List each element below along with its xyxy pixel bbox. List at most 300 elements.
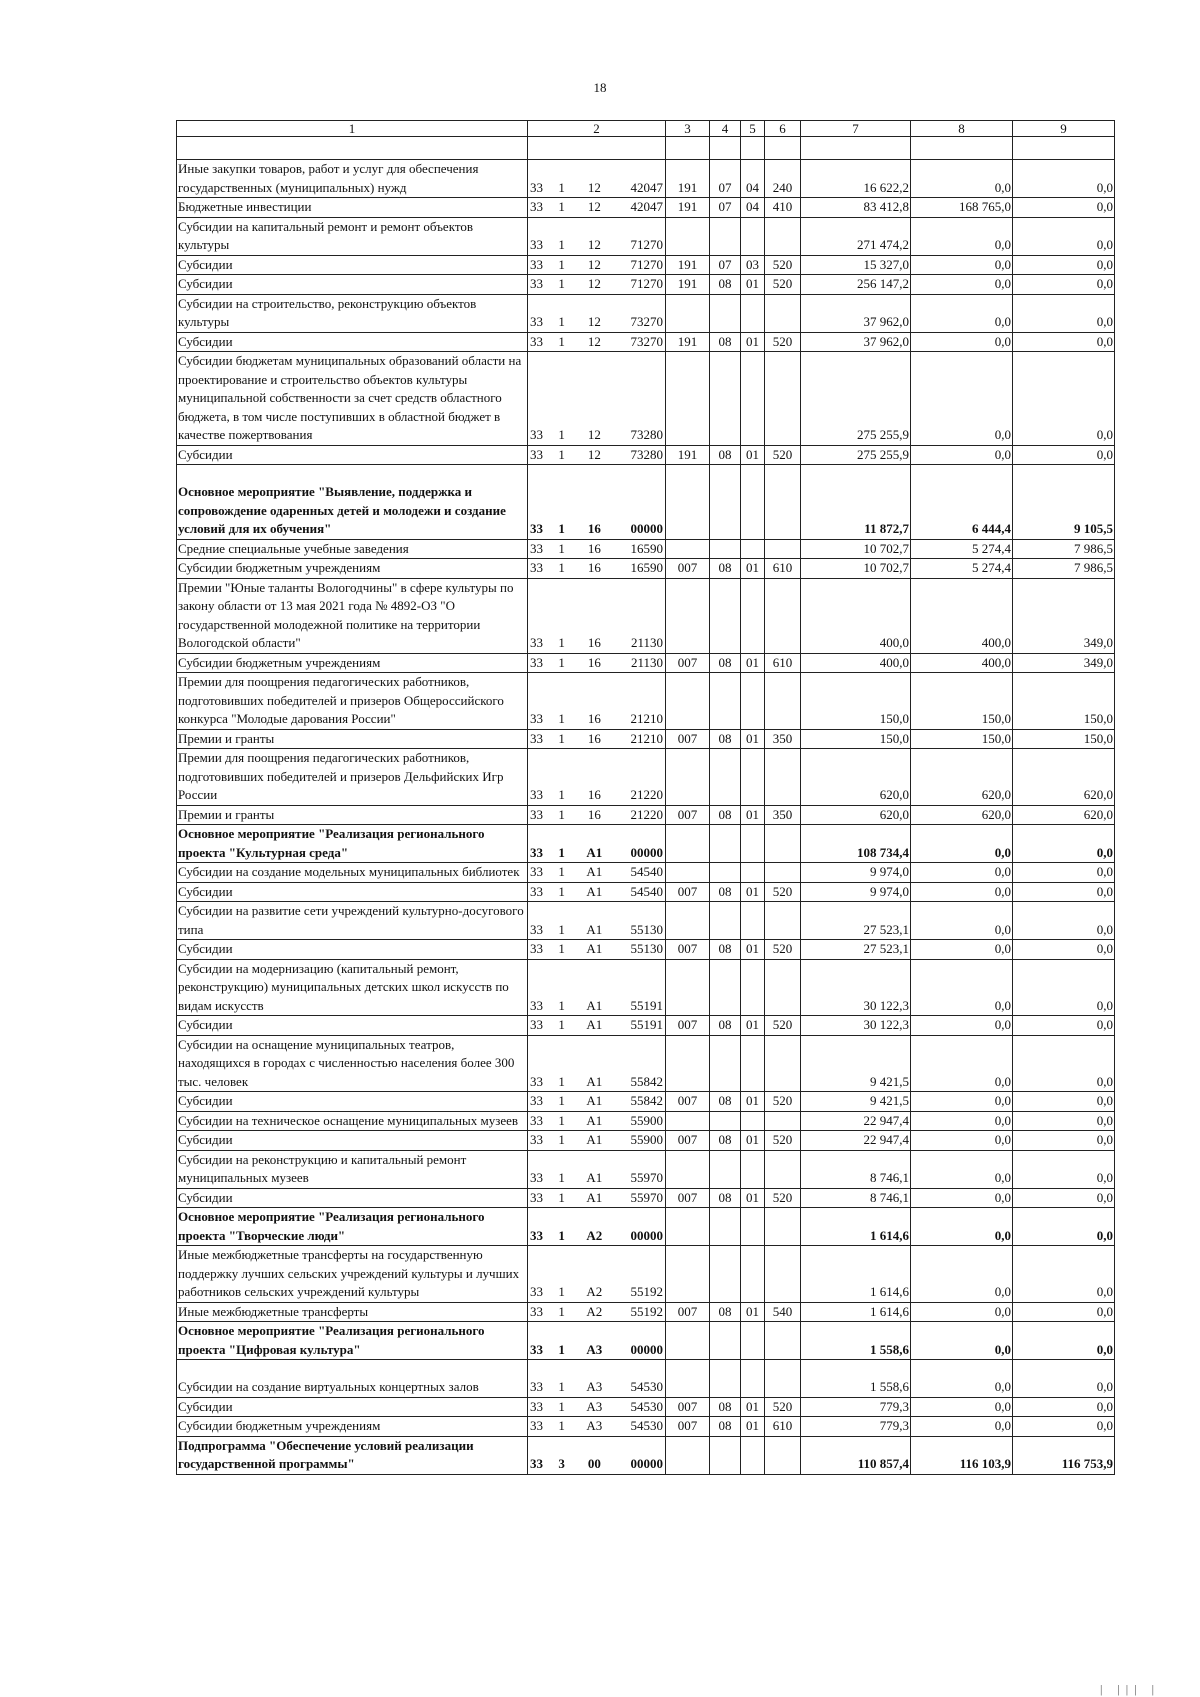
col5-cell: 01 (741, 653, 765, 673)
col7-value: 1 558,6 (801, 1360, 911, 1398)
table-row (177, 294, 1115, 332)
col5-cell: 01 (741, 332, 765, 352)
col9-value: 7 986,5 (1013, 539, 1115, 559)
col8-value: 0,0 (911, 1035, 1013, 1092)
col4-cell: 08 (710, 332, 741, 352)
col3-cell (666, 1246, 710, 1303)
code-cell (528, 882, 666, 902)
col3-cell (666, 578, 710, 653)
col6-cell (765, 1035, 801, 1092)
col4-cell (710, 1035, 741, 1092)
code-part: 12 (587, 199, 601, 214)
col8-value: 0,0 (911, 882, 1013, 902)
row-name: Бюджетные инвестиции (177, 198, 528, 218)
col9-value: 0,0 (1013, 198, 1115, 218)
code-part: 33 (530, 1379, 543, 1394)
col7-value: 275 255,9 (801, 445, 911, 465)
code-part: 33 (530, 256, 543, 272)
code-part: 00000 (630, 1341, 663, 1357)
code-part: 54530 (630, 1418, 663, 1433)
code-part: 16 (587, 654, 601, 670)
row-name: Субсидии на реконструкцию и капитальный ремонт муниципальных музеев (177, 1150, 528, 1188)
code-part: 33 (530, 941, 543, 956)
code-cell (528, 1131, 666, 1151)
col4-cell: 07 (710, 160, 741, 198)
code-cell (528, 160, 666, 198)
col3-cell: 007 (666, 940, 710, 960)
code-cell (528, 1246, 666, 1303)
row-name: Субсидии на создание модельных муниципальных библиотек (177, 863, 528, 883)
col5-cell (741, 902, 765, 940)
col7-value: 400,0 (801, 578, 911, 653)
col3-cell (666, 465, 710, 540)
table-row (177, 578, 1115, 653)
code-part: 33 (530, 997, 543, 1013)
code-part: 12 (587, 256, 601, 272)
code-cell (528, 275, 666, 295)
budget-table (176, 120, 1115, 1475)
code-part: 33 (530, 1284, 543, 1299)
col8-value: 0,0 (911, 863, 1013, 883)
col5-cell (741, 578, 765, 653)
code-part: 1 (558, 1189, 565, 1205)
row-name: Иные межбюджетные трансферты на государственную поддержку лучших сельских учреждений культуры и лучших работников сельских учреждений культуры (177, 1246, 528, 1303)
col7-value: 11 872,7 (801, 465, 911, 540)
col7-value: 150,0 (801, 673, 911, 730)
col9-value: 0,0 (1013, 1246, 1115, 1303)
col8-value: 0,0 (911, 294, 1013, 332)
col8-value: 0,0 (911, 1417, 1013, 1437)
code-part: A1 (586, 1112, 603, 1128)
col9-value: 0,0 (1013, 1360, 1115, 1398)
col4-cell: 08 (710, 729, 741, 749)
col7-value: 37 962,0 (801, 332, 911, 352)
code-part: 33 (530, 521, 543, 536)
col9-value: 0,0 (1013, 1016, 1115, 1036)
row-name: Субсидии (177, 1397, 528, 1417)
col6-cell: 520 (765, 1016, 801, 1036)
col3-cell: 007 (666, 882, 710, 902)
col4-cell (710, 1322, 741, 1360)
code-part: 00000 (630, 1227, 663, 1243)
code-part: 33 (530, 711, 543, 726)
col6-cell (765, 578, 801, 653)
col3-cell: 007 (666, 1417, 710, 1437)
row-name: Субсидии на оснащение муниципальных театров, находящихся в городах с численностью населения более 300 тыс. человек (177, 1035, 528, 1092)
col7-value: 1 614,6 (801, 1208, 911, 1246)
col6-cell (765, 1111, 801, 1131)
col3-cell (666, 902, 710, 940)
code-part: 16 (587, 635, 601, 650)
col5-cell (741, 1111, 765, 1131)
col9-value: 0,0 (1013, 863, 1115, 883)
col4-cell (710, 863, 741, 883)
col7-value: 271 474,2 (801, 217, 911, 255)
code-part: 33 (530, 237, 543, 252)
col6-cell: 410 (765, 198, 801, 218)
table-row (177, 275, 1115, 295)
code-part: 33 (530, 1189, 543, 1205)
code-part: 21210 (630, 711, 663, 726)
col7-value: 22 947,4 (801, 1131, 911, 1151)
code-part: A3 (586, 1418, 603, 1433)
col9-value: 349,0 (1013, 578, 1115, 653)
code-part: 33 (530, 1132, 543, 1147)
code-part: 33 (530, 560, 543, 575)
col4-cell: 07 (710, 198, 741, 218)
col9-value: 0,0 (1013, 332, 1115, 352)
row-name: Премии для поощрения педагогических работников, подготовивших победителей и призеров Общероссийского конкурса "Молодые дарования России" (177, 673, 528, 730)
code-part: 55900 (630, 1132, 663, 1147)
code-part: 55191 (630, 1017, 663, 1032)
col9-value: 0,0 (1013, 1131, 1115, 1151)
table-row (177, 825, 1115, 863)
col9-value: 349,0 (1013, 653, 1115, 673)
table-row (177, 255, 1115, 275)
col8-value: 0,0 (911, 940, 1013, 960)
table-row (177, 352, 1115, 446)
col3-cell (666, 959, 710, 1016)
col5-cell: 01 (741, 805, 765, 825)
code-cell (528, 1111, 666, 1131)
code-cell (528, 198, 666, 218)
code-part: A1 (586, 1132, 603, 1147)
code-cell (528, 1417, 666, 1437)
code-part: A3 (586, 1398, 603, 1414)
code-part: 55842 (630, 1093, 663, 1108)
col6-cell (765, 863, 801, 883)
col4-cell: 08 (710, 275, 741, 295)
col6-cell (765, 1436, 801, 1474)
col5-cell: 01 (741, 1016, 765, 1036)
table-row (177, 1397, 1115, 1417)
col8-value: 0,0 (911, 1322, 1013, 1360)
code-part: 54540 (630, 883, 663, 899)
col5-cell (741, 294, 765, 332)
col7-value: 8 746,1 (801, 1150, 911, 1188)
row-name: Субсидии бюджетным учреждениям (177, 1417, 528, 1437)
col4-cell: 08 (710, 882, 741, 902)
code-part: 55191 (630, 997, 663, 1013)
code-part: 16 (587, 806, 601, 822)
col7-value: 275 255,9 (801, 352, 911, 446)
table-row (177, 217, 1115, 255)
table-row (177, 1302, 1115, 1322)
code-cell (528, 1360, 666, 1398)
col5-cell (741, 1436, 765, 1474)
code-part: 1 (558, 1017, 565, 1032)
table-row (177, 673, 1115, 730)
col7-value: 1 558,6 (801, 1322, 911, 1360)
code-part: 1 (558, 883, 565, 899)
col6-cell: 610 (765, 653, 801, 673)
row-name: Средние специальные учебные заведения (177, 539, 528, 559)
col7-value: 1 614,6 (801, 1246, 911, 1303)
code-part: 55970 (630, 1189, 663, 1205)
code-part: 1 (558, 1093, 565, 1108)
col5-cell (741, 217, 765, 255)
row-name: Субсидии на капитальный ремонт и ремонт объектов культуры (177, 217, 528, 255)
col7-value: 256 147,2 (801, 275, 911, 295)
col3-cell: 191 (666, 160, 710, 198)
col6-cell: 520 (765, 445, 801, 465)
col3-cell (666, 294, 710, 332)
code-part: A2 (586, 1227, 603, 1243)
code-part: 1 (558, 941, 565, 956)
code-part: 1 (558, 1227, 565, 1243)
code-part: 33 (530, 787, 543, 802)
code-cell (528, 863, 666, 883)
col6-cell (765, 217, 801, 255)
col4-cell: 08 (710, 559, 741, 579)
code-cell (528, 1208, 666, 1246)
col4-cell (710, 578, 741, 653)
col5-cell: 04 (741, 160, 765, 198)
code-cell (528, 1302, 666, 1322)
code-part: A1 (586, 997, 603, 1013)
row-name: Иные закупки товаров, работ и услуг для обеспечения государственных (муниципальных) нужд (177, 160, 528, 198)
code-part: 00000 (630, 521, 663, 536)
empty-cell (528, 137, 666, 160)
code-part: 21220 (630, 806, 663, 822)
code-part: 16590 (630, 560, 663, 575)
col6-cell (765, 1360, 801, 1398)
code-part: 33 (530, 333, 543, 349)
col8-value: 0,0 (911, 255, 1013, 275)
col9-value: 0,0 (1013, 959, 1115, 1016)
code-part: 00000 (630, 1456, 663, 1471)
code-part: 1 (558, 711, 565, 726)
col7-value: 10 702,7 (801, 559, 911, 579)
col4-cell (710, 749, 741, 806)
col9-value: 150,0 (1013, 673, 1115, 730)
col8-value: 0,0 (911, 1092, 1013, 1112)
col5-cell: 01 (741, 1131, 765, 1151)
code-part: 1 (558, 1132, 565, 1147)
col9-value: 7 986,5 (1013, 559, 1115, 579)
code-part: 33 (530, 1017, 543, 1032)
code-part: 33 (530, 921, 543, 937)
code-cell (528, 959, 666, 1016)
code-cell (528, 805, 666, 825)
row-name: Субсидии (177, 255, 528, 275)
code-cell (528, 653, 666, 673)
header-cell: 2 (528, 121, 666, 137)
col4-cell (710, 825, 741, 863)
table-row (177, 749, 1115, 806)
col7-value: 30 122,3 (801, 1016, 911, 1036)
col9-value: 0,0 (1013, 1417, 1115, 1437)
col6-cell (765, 825, 801, 863)
table-row (177, 653, 1115, 673)
col9-value: 0,0 (1013, 217, 1115, 255)
code-cell (528, 902, 666, 940)
code-part: 33 (530, 276, 543, 291)
row-name: Субсидии бюджетам муниципальных образований области на проектирование и строительство объектов культуры муниципальной собственности за счет средств областного бюджета, в том числе поступивших в областной бюджет в качестве пожертвования (177, 352, 528, 446)
row-name: Субсидии на развитие сети учреждений культурно-досугового типа (177, 902, 528, 940)
col4-cell: 08 (710, 653, 741, 673)
empty-cell (741, 137, 765, 160)
col3-cell: 007 (666, 1131, 710, 1151)
col9-value: 0,0 (1013, 1092, 1115, 1112)
col3-cell: 007 (666, 1016, 710, 1036)
row-name: Субсидии (177, 1188, 528, 1208)
code-part: 1 (558, 179, 565, 195)
col4-cell: 08 (710, 445, 741, 465)
col3-cell (666, 1322, 710, 1360)
code-part: 16590 (630, 540, 663, 556)
col4-cell: 08 (710, 1016, 741, 1036)
table-row (177, 1188, 1115, 1208)
table-row (177, 1150, 1115, 1188)
header-cell: 7 (801, 121, 911, 137)
col4-cell (710, 1246, 741, 1303)
code-part: 54530 (630, 1379, 663, 1394)
col6-cell: 520 (765, 1131, 801, 1151)
col6-cell (765, 1208, 801, 1246)
col5-cell (741, 1246, 765, 1303)
col9-value: 0,0 (1013, 1302, 1115, 1322)
code-cell (528, 465, 666, 540)
col8-value: 0,0 (911, 959, 1013, 1016)
empty-cell (1013, 137, 1115, 160)
row-name: Субсидии (177, 1092, 528, 1112)
code-part: 33 (530, 654, 543, 670)
code-part: A1 (586, 941, 603, 956)
code-part: 1 (558, 1284, 565, 1299)
col9-value: 620,0 (1013, 805, 1115, 825)
code-part: 1 (558, 333, 565, 349)
code-part: 54530 (630, 1398, 663, 1414)
col8-value: 0,0 (911, 1016, 1013, 1036)
table-row (177, 1035, 1115, 1092)
row-name: Премии и гранты (177, 805, 528, 825)
col6-cell: 520 (765, 332, 801, 352)
table-body (177, 137, 1115, 1475)
col3-cell: 007 (666, 559, 710, 579)
code-part: 54540 (630, 864, 663, 879)
col7-value: 9 421,5 (801, 1035, 911, 1092)
col5-cell: 01 (741, 1417, 765, 1437)
code-part: 55130 (630, 921, 663, 937)
table-row (177, 1016, 1115, 1036)
col3-cell (666, 1150, 710, 1188)
header-cell: 6 (765, 121, 801, 137)
row-name: Основное мероприятие "Выявление, поддержка и сопровождение одаренных детей и молодежи и создание условий для их обучения" (177, 465, 528, 540)
col8-value: 0,0 (911, 1397, 1013, 1417)
code-part: 33 (530, 844, 543, 860)
table-row (177, 1322, 1115, 1360)
col6-cell (765, 1150, 801, 1188)
code-part: 1 (558, 1073, 565, 1089)
code-part: 1 (558, 787, 565, 802)
code-part: 21130 (630, 635, 663, 650)
col5-cell: 01 (741, 1188, 765, 1208)
col3-cell: 191 (666, 275, 710, 295)
code-part: 1 (558, 921, 565, 937)
code-part: 71270 (630, 237, 663, 252)
col9-value: 0,0 (1013, 1150, 1115, 1188)
col5-cell: 01 (741, 1302, 765, 1322)
col7-value: 9 974,0 (801, 863, 911, 883)
col3-cell (666, 1436, 710, 1474)
col5-cell: 01 (741, 1092, 765, 1112)
row-name: Премии "Юные таланты Вологодчины" в сфере культуры по закону области от 13 мая 2021 года № 4892-ОЗ "О государственной молодежной политике на территории Вологодской области" (177, 578, 528, 653)
code-part: 1 (558, 314, 565, 329)
col3-cell: 191 (666, 198, 710, 218)
col4-cell (710, 902, 741, 940)
col8-value: 116 103,9 (911, 1436, 1013, 1474)
code-part: 55970 (630, 1170, 663, 1185)
code-part: A2 (586, 1284, 603, 1299)
row-name: Субсидии (177, 882, 528, 902)
col9-value: 0,0 (1013, 445, 1115, 465)
col6-cell (765, 465, 801, 540)
code-part: 42047 (630, 179, 663, 195)
code-part: 1 (558, 199, 565, 214)
row-name: Субсидии (177, 1016, 528, 1036)
code-part: A1 (586, 844, 603, 860)
col7-value: 16 622,2 (801, 160, 911, 198)
page-number: 18 (593, 80, 607, 95)
code-part: 12 (587, 427, 601, 442)
table-row (177, 1417, 1115, 1437)
col7-value: 37 962,0 (801, 294, 911, 332)
row-name: Субсидии на техническое оснащение муниципальных музеев (177, 1111, 528, 1131)
code-cell (528, 217, 666, 255)
col4-cell: 08 (710, 1188, 741, 1208)
table-row (177, 1208, 1115, 1246)
col6-cell: 520 (765, 882, 801, 902)
col7-value: 22 947,4 (801, 1111, 911, 1131)
header-cell: 1 (177, 121, 528, 137)
code-part: 16 (587, 521, 601, 536)
code-cell (528, 559, 666, 579)
code-part: 1 (558, 446, 565, 462)
col8-value: 400,0 (911, 578, 1013, 653)
code-part: A1 (586, 864, 603, 879)
col6-cell: 520 (765, 940, 801, 960)
row-name: Субсидии на строительство, реконструкцию объектов культуры (177, 294, 528, 332)
col6-cell (765, 1246, 801, 1303)
col5-cell: 01 (741, 275, 765, 295)
col6-cell: 520 (765, 255, 801, 275)
col7-value: 620,0 (801, 805, 911, 825)
col3-cell (666, 1111, 710, 1131)
code-part: 21130 (630, 654, 663, 670)
col9-value: 0,0 (1013, 352, 1115, 446)
code-part: 33 (530, 635, 543, 650)
row-name: Основное мероприятие "Реализация регионального проекта "Культурная среда" (177, 825, 528, 863)
row-name: Субсидии (177, 940, 528, 960)
col7-value: 779,3 (801, 1397, 911, 1417)
code-part: A2 (586, 1303, 603, 1319)
col9-value: 0,0 (1013, 255, 1115, 275)
col4-cell: 08 (710, 1397, 741, 1417)
table-row (177, 198, 1115, 218)
col4-cell (710, 673, 741, 730)
col6-cell (765, 352, 801, 446)
row-name: Премии и гранты (177, 729, 528, 749)
table-row (177, 1246, 1115, 1303)
code-part: 33 (530, 883, 543, 899)
code-part: 33 (530, 730, 543, 746)
code-part: 73280 (630, 446, 663, 462)
code-cell (528, 1150, 666, 1188)
code-part: 16 (587, 540, 601, 556)
col3-cell (666, 1208, 710, 1246)
table-row (177, 729, 1115, 749)
